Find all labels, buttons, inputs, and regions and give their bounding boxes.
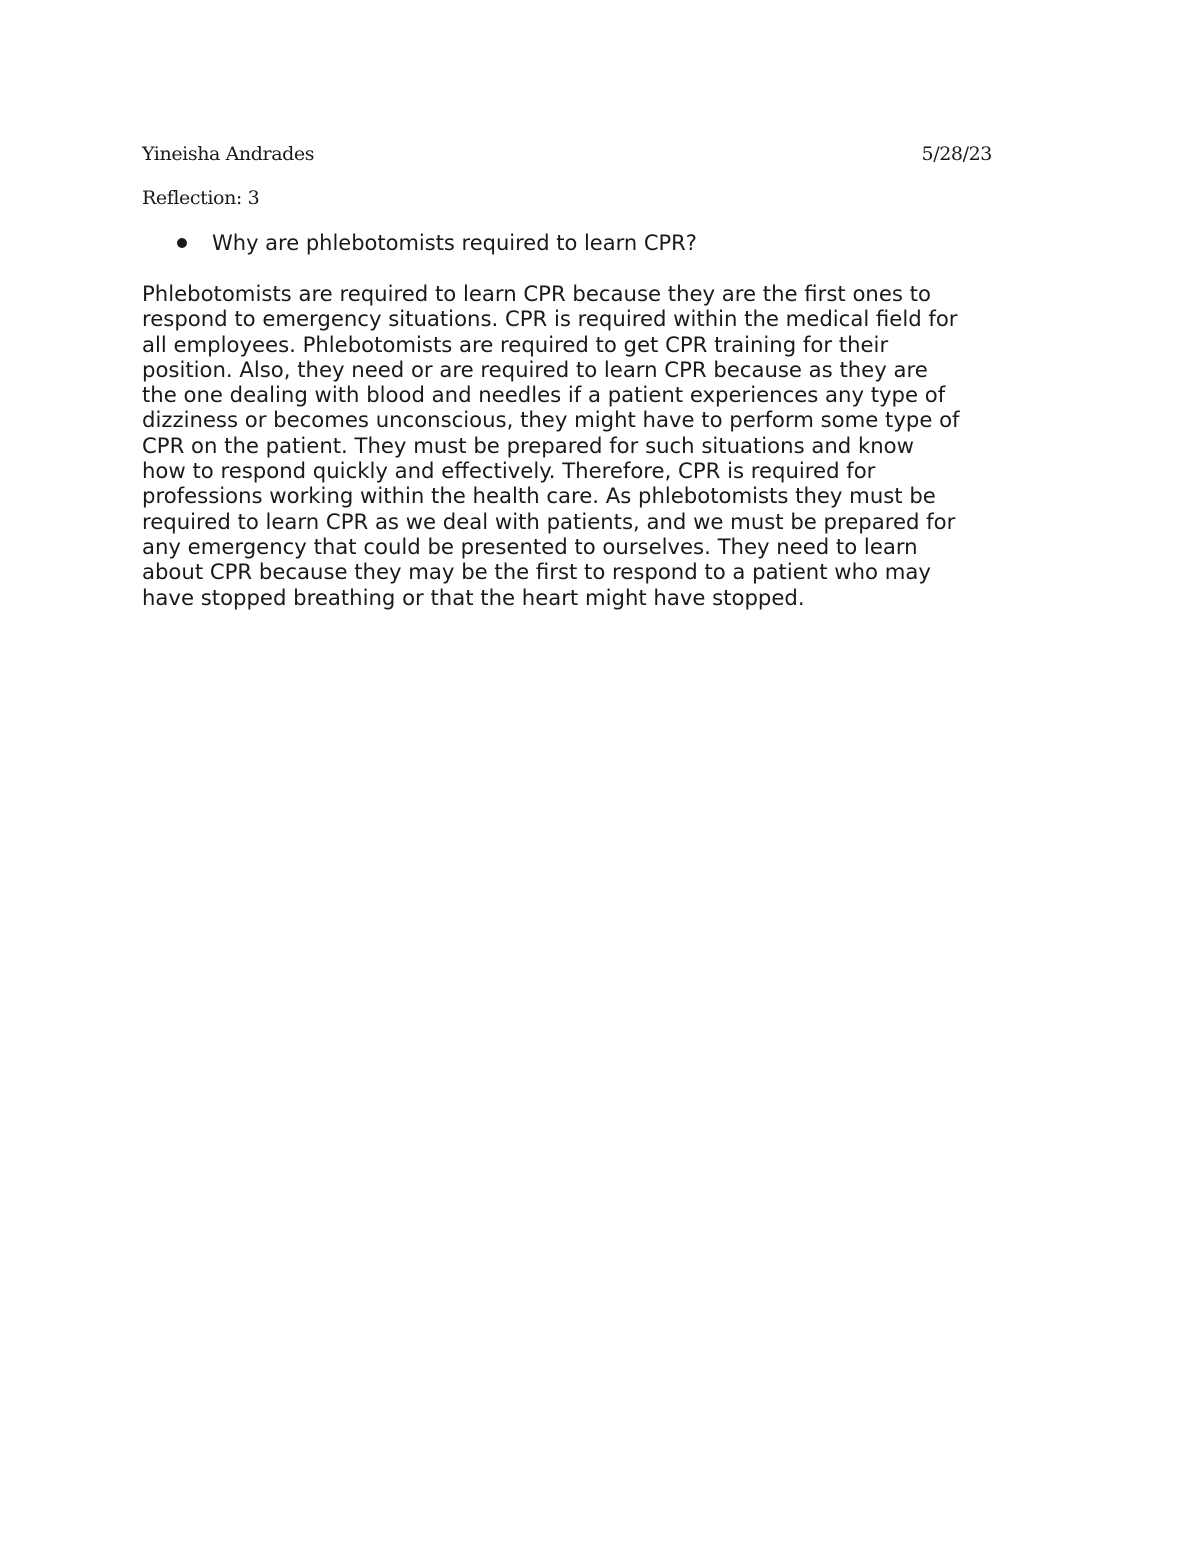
reflection-label: Reflection: 3 bbox=[142, 187, 260, 209]
bullet-icon bbox=[177, 238, 187, 248]
question-list bbox=[142, 228, 697, 258]
document-header bbox=[142, 143, 992, 171]
question-text: Why are phlebotomists required to learn CPR? bbox=[212, 231, 697, 255]
document-date: 5/28/23 bbox=[921, 143, 992, 165]
answer-paragraph: Phlebotomists are required to learn CPR because they are the first ones to respond to emergency situations. CPR is required within the medical field for all employees. Phlebotomists are required to get CPR training for their position. Also, they need or are required to learn CPR because as they are the one dealing with blood and needles if a patient experiences any type of dizziness or becomes unconscious, they might have to perform some type of CPR on the patient. They must be prepared for such situations and know how to respond quickly and effectively. Therefore, CPR is required for professions working within the health care. As phlebotomists they must be required to learn CPR as we deal with patients, and we must be prepared for any emergency that could be presented to ourselves. They need to learn about CPR because they may be the first to respond to a patient who may have stopped breathing or that the heart might have stopped. bbox=[142, 281, 960, 610]
author-name: Yineisha Andrades bbox=[142, 143, 315, 165]
question-item bbox=[142, 228, 697, 258]
